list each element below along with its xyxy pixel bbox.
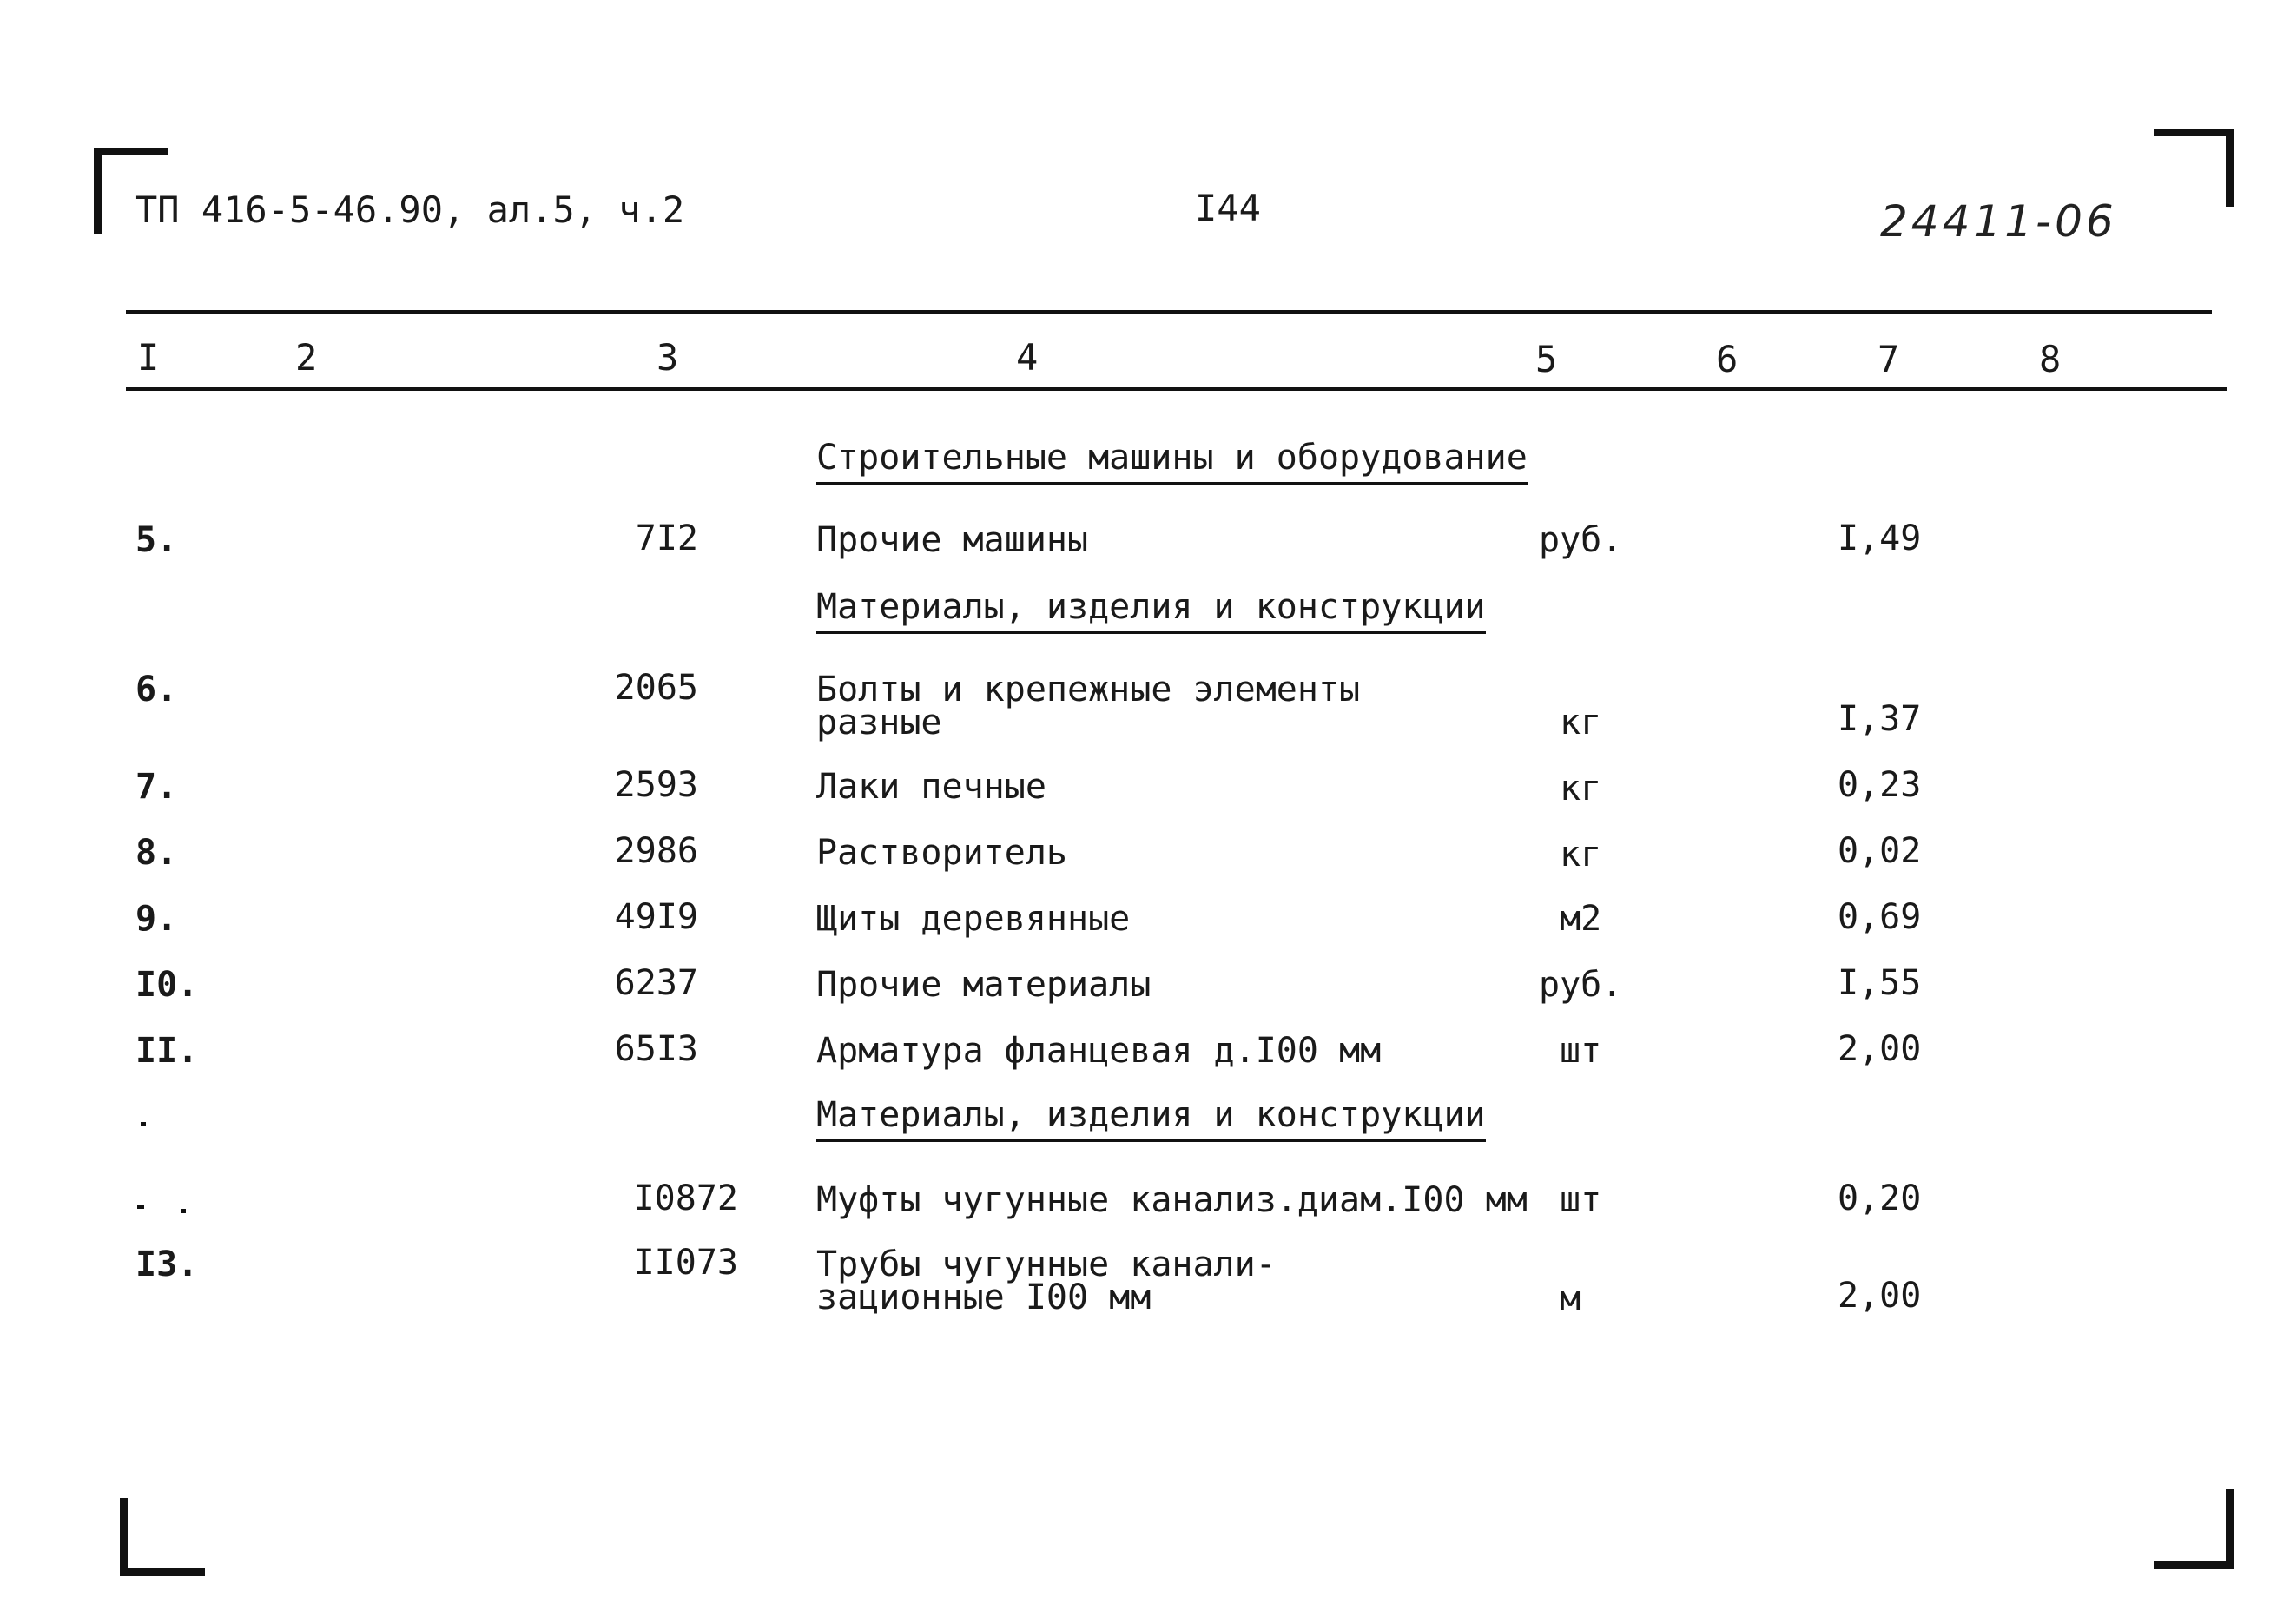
corner-mark-bottom-left	[120, 1498, 128, 1576]
row-number: II.	[135, 1031, 199, 1071]
row-code: 6237	[614, 963, 698, 1003]
row-unit: кг	[1560, 835, 1602, 875]
row-code: 2593	[614, 765, 698, 805]
row-number: I0.	[135, 965, 199, 1005]
row-code: 49I9	[614, 897, 698, 937]
row-name: Муфты чугунные канализ.диам.I00 мм	[816, 1180, 1528, 1220]
handwritten-code: 24411-06	[1880, 196, 2117, 247]
row-code: I0872	[633, 1178, 738, 1218]
row-value: I,37	[1838, 699, 1922, 739]
column-header-6: 6	[1716, 338, 1739, 380]
row-unit: шт	[1560, 1031, 1602, 1071]
row-code: 2986	[614, 831, 698, 871]
corner-mark-bottom-left-bar	[120, 1568, 205, 1576]
section-heading-materials-1: Материалы, изделия и конструкции	[816, 588, 1486, 634]
column-header-2: 2	[295, 336, 318, 379]
row-value: 2,00	[1838, 1276, 1922, 1316]
row-number: 8.	[135, 833, 178, 873]
row-unit: м	[1560, 1279, 1581, 1319]
row-value: 2,00	[1838, 1029, 1922, 1069]
section-heading-machines: Строительные машины и оборудование	[816, 439, 1528, 485]
column-header-7: 7	[1878, 338, 1900, 380]
row-unit: кг	[1560, 703, 1602, 743]
column-header-5: 5	[1535, 338, 1558, 380]
row-code: 65I3	[614, 1029, 698, 1069]
row-number: 7.	[135, 767, 178, 807]
table-header-rule	[126, 387, 2227, 391]
column-header-1: I	[137, 336, 160, 379]
row-name: Прочие материалы	[816, 965, 1152, 1005]
row-unit: м2	[1560, 899, 1602, 939]
document-reference: ТП 416-5-46.90, ал.5, ч.2	[135, 188, 685, 231]
column-header-3: 3	[657, 336, 679, 379]
section-heading-materials-2: Материалы, изделия и конструкции	[816, 1096, 1486, 1142]
row-unit: шт	[1560, 1180, 1602, 1220]
row-name: Лаки печные	[816, 767, 1046, 807]
row-number: 6.	[135, 670, 178, 710]
row-name: Щиты деревянные	[816, 899, 1131, 939]
corner-mark-top-left-bar	[94, 148, 168, 155]
row-name: Болты и крепежные элементы	[816, 670, 1361, 710]
table-top-rule	[126, 310, 2212, 314]
row-code: 7I2	[635, 518, 698, 558]
row-value: 0,20	[1838, 1178, 1922, 1218]
row-name: Растворитель	[816, 833, 1067, 873]
column-header-8: 8	[2039, 338, 2062, 380]
row-name: Прочие машины	[816, 520, 1089, 560]
row-name: Арматура фланцевая д.I00 мм	[816, 1031, 1382, 1071]
stray-mark	[181, 1209, 186, 1213]
row-code: 2065	[614, 668, 698, 708]
row-value: 0,02	[1838, 831, 1922, 871]
corner-mark-top-right-bar	[2154, 129, 2234, 136]
row-value: 0,23	[1838, 765, 1922, 805]
corner-mark-bottom-right-bar	[2154, 1561, 2234, 1569]
row-unit: кг	[1560, 769, 1602, 809]
row-value: 0,69	[1838, 897, 1922, 937]
row-code: II073	[633, 1243, 738, 1283]
column-header-4: 4	[1016, 336, 1039, 379]
corner-mark-top-right	[2226, 129, 2234, 207]
corner-mark-bottom-right	[2226, 1489, 2234, 1569]
row-value: I,55	[1838, 963, 1922, 1003]
row-number: 5.	[135, 520, 178, 560]
row-name-continued: разные	[816, 703, 942, 743]
row-name: Трубы чугунные канали-	[816, 1244, 1277, 1284]
row-unit: руб.	[1539, 520, 1623, 560]
row-value: I,49	[1838, 518, 1922, 558]
row-number: 9.	[135, 899, 178, 939]
row-number: I3.	[135, 1244, 199, 1284]
row-name-continued: зационные I00 мм	[816, 1277, 1152, 1317]
corner-mark-top-left	[94, 148, 102, 234]
stray-mark	[141, 1122, 146, 1126]
page-number: I44	[1195, 187, 1261, 229]
row-unit: руб.	[1539, 965, 1623, 1005]
stray-mark	[137, 1205, 144, 1209]
